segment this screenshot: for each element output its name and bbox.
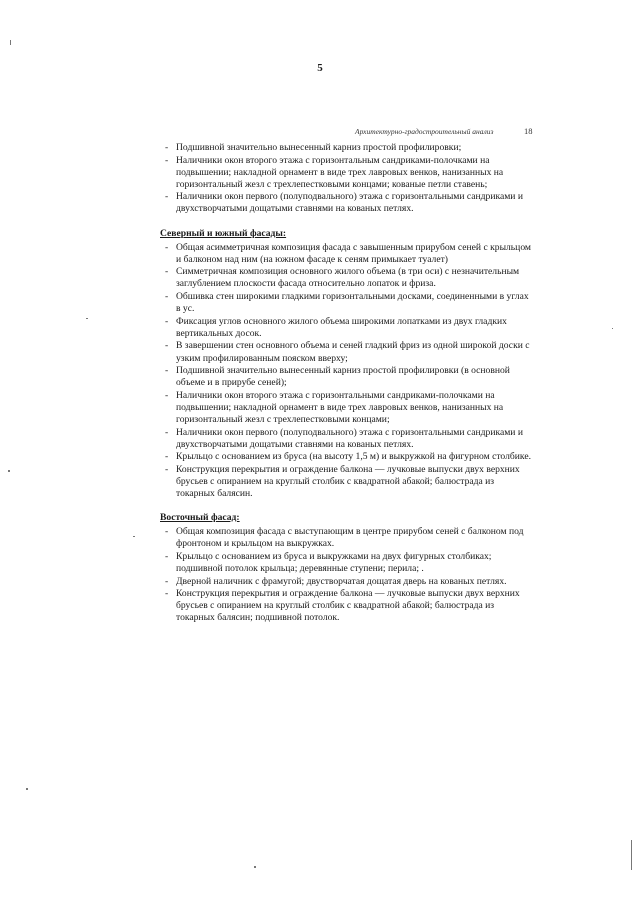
list-item: - Наличники окон первого (полуподвального) этажа с горизонтальными сандриками и двухстворчатыми дощатыми ставнями на кованых петлях. (160, 191, 535, 215)
scan-speck (8, 470, 10, 472)
east-list (160, 526, 535, 624)
scan-speck (10, 40, 11, 45)
page-number: 5 (317, 62, 323, 74)
scan-speck (133, 536, 135, 537)
section-heading-east: Восточный фасад: (160, 512, 240, 524)
list-item: - Общая композиция фасада с выступающим в центре прирубом сеней с балконом под фронтоном и крыльцом на выкружках. (160, 526, 535, 550)
list-item: - Подшивной значительно вынесенный карниз простой профилировки; (160, 142, 535, 154)
section-heading-north-south: Северный и южный фасады: (160, 227, 287, 239)
scan-speck (26, 788, 28, 790)
list-item: - Наличники окон второго этажа с горизонтальными сандриками-полочками на подвышении; накладной орнамент в виде трех лавровых венков, нанизанных на горизонтальный жезл с трехлепестковыми концами; (160, 390, 535, 426)
intro-list (160, 142, 535, 216)
list-item: - Крыльцо с основанием из бруса (на высоту 1,5 м) и выкружкой на фигурном столбике. (160, 451, 535, 463)
list-item: - В завершении стен основного объема и сеней гладкий фриз из одной широкой доски с узким профилированным пояском вверху; (160, 340, 535, 364)
north-south-list (160, 242, 535, 500)
running-page-number: 18 (524, 126, 533, 136)
document-body (160, 142, 535, 625)
scan-speck (612, 328, 613, 329)
list-item: - Наличники окон первого (полуподвального) этажа с горизонтальными сандриками и двухстворчатыми дощатыми ставнями на кованых петлях. (160, 427, 535, 451)
list-item: - Обшивка стен широкими гладкими горизонтальными досками, соединенными в углах в ус. (160, 291, 535, 315)
list-item: - Наличники окон второго этажа с горизонтальным сандриками-полочками на подвышении; накладной орнамент в виде трех лавровых венков, нанизанных на горизонтальный жезл с трехлепестковыми концами; кованые петли ставень; (160, 155, 535, 191)
list-item: - Дверной наличник с фрамугой; двустворчатая дощатая дверь на кованых петлях. (160, 576, 535, 588)
running-title: Архитектурно-градостроительный анализ (355, 127, 494, 136)
list-item: - Общая асимметричная композиция фасада с завышенным прирубом сеней с крыльцом и балконом над ним (на южном фасаде к сеням примыкает туалет) (160, 242, 535, 266)
list-item: - Подшивной значительно вынесенный карниз простой профилировки (в основной объеме и в прирубе сеней); (160, 365, 535, 389)
scan-speck (631, 840, 632, 870)
scan-speck (86, 318, 88, 319)
list-item: - Конструкция перекрытия и ограждение балкона — лучковые выпуски двух верхних брусьев с опиранием на круглый столбик с квадратной абакой; балюстрада из токарных балясин; подшивной потолок. (160, 588, 535, 624)
list-item: - Фиксация углов основного жилого объема широкими лопатками из двух гладких вертикальных досок. (160, 316, 535, 340)
list-item: - Конструкция перекрытия и ограждение балкона — лучковые выпуски двух верхних брусьев с опиранием на круглый столбик с квадратной абакой; балюстрада из токарных балясин. (160, 464, 535, 500)
scan-speck (254, 866, 256, 868)
list-item: - Крыльцо с основанием из бруса и выкружками на двух фигурных столбиках; подшивной потолок крыльца; деревянные ступени; перила; . (160, 551, 535, 575)
list-item: - Симметричная композиция основного жилого объема (в три оси) с незначительным заглублением плоскости фасада относительно лопаток и фриза. (160, 266, 535, 290)
